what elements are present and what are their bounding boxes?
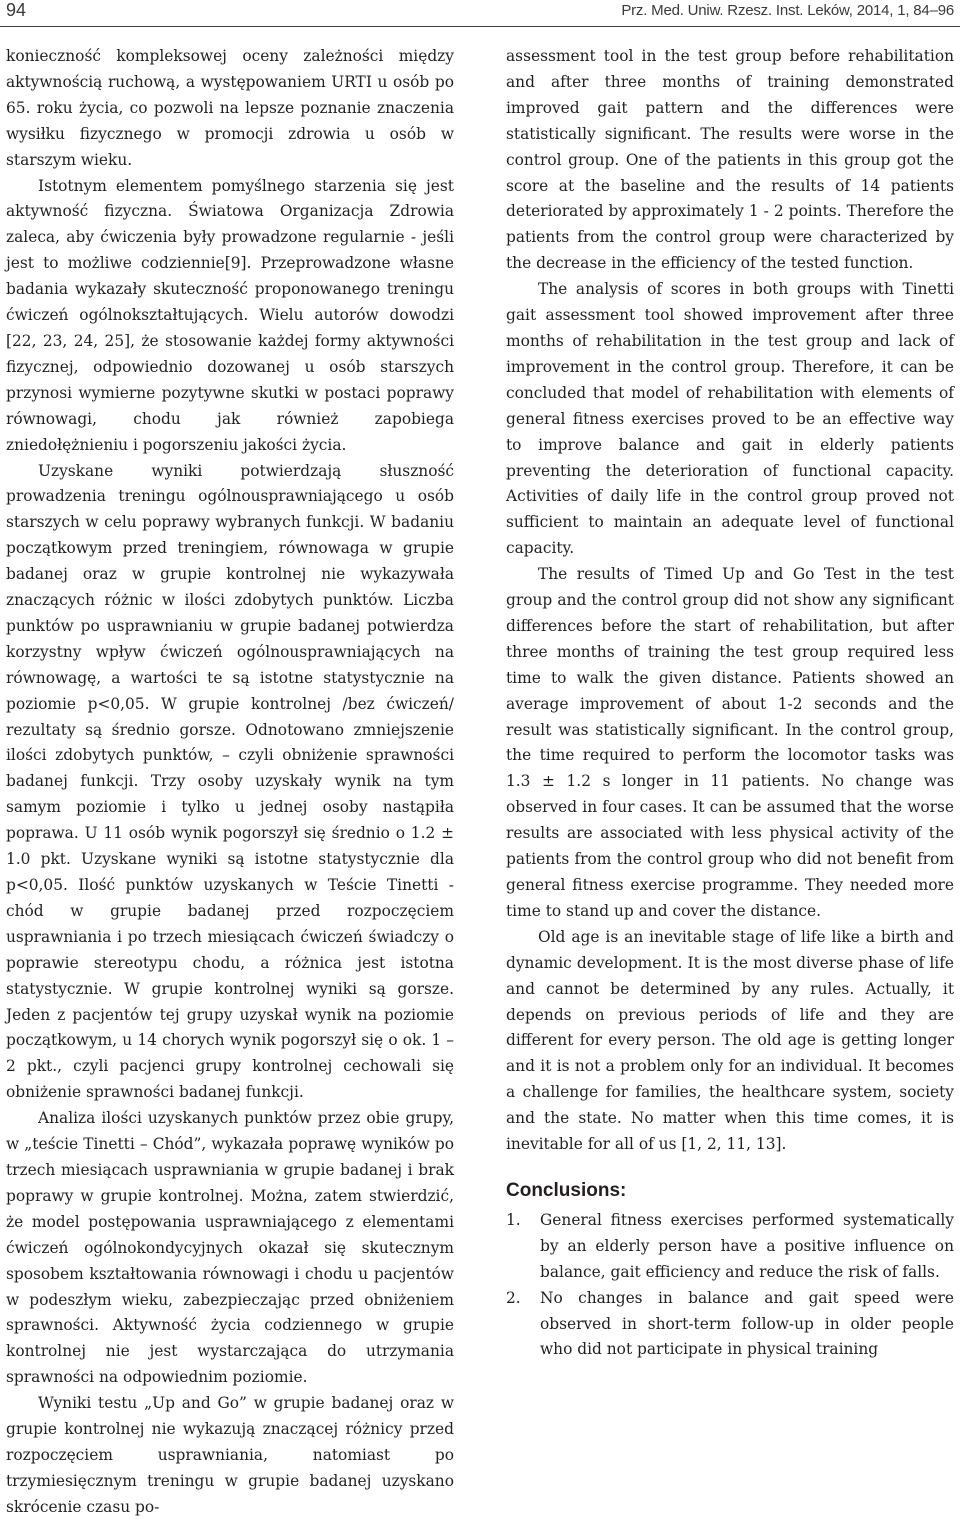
left-column (6, 44, 454, 1521)
conclusion-number: 2. (506, 1288, 521, 1307)
conclusion-text: General fitness exercises performed systematically by an elderly person have a positive influence on balance, gait efficiency and reduce the risk of falls. (540, 1210, 954, 1281)
left-paragraph-5: Wyniki testu „Up and Go” w grupie badanej oraz w grupie kontrolnej nie wykazują znaczącej różnicy przed rozpoczęciem usprawniania, natomiast po trzymiesięcznym treningu w grupie badanej uzyskano skrócenie czasu po- (6, 1394, 454, 1516)
left-paragraph-1: konieczność kompleksowej oceny zależności między aktywnością ruchową, a występowaniem URTI u osób po 65. roku życia, co pozwoli na lepsze poznanie znaczenia wysiłku fizycznego w promocji zdrowia u osób w starszym wieku. (6, 47, 454, 169)
conclusion-text: No changes in balance and gait speed were observed in short-term follow-up in older people who did not participate in physical training (540, 1288, 954, 1359)
conclusion-number: 1. (506, 1210, 521, 1229)
conclusion-item (506, 1286, 954, 1364)
page-header (0, 0, 960, 24)
right-paragraph-1: assessment tool in the test group before rehabilitation and after three months of training demonstrated improved gait pattern and the differences were statistically significant. The results were worse in the control group. One of the patients in this group got the score at the baseline and the results of 14 patients deteriorated by approximately 1 - 2 points. Therefore the patients from the control group were characterized by the decrease in the efficiency of the tested function. (506, 47, 954, 273)
right-column (506, 44, 954, 1363)
left-paragraph-2: Istotnym elementem pomyślnego starzenia się jest aktywność fizyczna. Światowa Organizacja Zdrowia zaleca, aby ćwiczenia były prowadzone regularnie - jeśli jest to możliwe codziennie[9]. Przeprowadzone własne badania wykazały skuteczność proponowanego treningu ćwiczeń ogólnokształtujących. Wielu autorów dowodzi [22, 23, 24, 25], że stosowanie każdej formy aktywności fizycznej, odpowiednio dozowanej u osób starszych przynosi wymierne pozytywne skutki w postaci poprawy równowagi, chodu jak również zapobiega zniedołężnieniu i pogorszeniu jakości życia. (6, 176, 454, 454)
right-paragraph-3: The results of Timed Up and Go Test in the test group and the control group did not show any significant differences before the start of rehabilitation, but after three months of training the test group required less time to walk the given distance. Patients showed an average improvement of about 1-2 seconds and the result was statistically significant. In the control group, the time required to perform the locomotor tasks was 1.3 ± 1.2 s longer in 11 patients. No change was observed in four cases. It can be assumed that the worse results are associated with less physical activity of the patients from the control group who did not benefit from general fitness exercise programme. They needed more time to stand up and cover the distance. (506, 565, 954, 920)
conclusions-list (506, 1208, 954, 1363)
left-paragraph-4: Analiza ilości uzyskanych punktów przez obie grupy, w „teście Tinetti – Chód”, wykazała poprawę wyników po trzech miesiącach usprawniania w grupie badanej i brak poprawy w grupie kontrolnej. Można, zatem stwierdzić, że model postępowania usprawniającego z elementami ćwiczeń ogólnokondycyjnych okazał się skutecznym sposobem kształtowania równowagi i chodu u pacjentów w podeszłym wieku, zabezpieczając przed obniżeniem sprawności. Aktywność życia codziennego w grupie kontrolnej nie jest wystarczająca do utrzymania sprawności na odpowiednim poziomie. (6, 1109, 454, 1387)
left-paragraph-3: Uzyskane wyniki potwierdzają słuszność prowadzenia treningu ogólnousprawniającego u osób starszych w celu poprawy wybranych funkcji. W badaniu początkowym przed treningiem, równowaga w grupie badanej oraz w grupie kontrolnej nie wykazywała znaczących różnic w ilości zdobytych punktów. Liczba punktów po usprawnianiu w grupie badanej potwierdza korzystny wpływ ćwiczeń ogólnousprawniających na równowagę, a wartości te są istotne statystycznie na poziomie p<0,05. W grupie kontrolnej /bez ćwiczeń/ rezultaty są średnio gorsze. Odnotowano zmniejszenie ilości zdobytych punktów, – czyli obniżenie sprawności badanej funkcji. Trzy osoby uzyskały wynik na tym samym poziomie i tylko u jednej osoby nastąpiła poprawa. U 11 osób wynik pogorszył się średnio o 1.2 ± 1.0 pkt. Uzyskane wyniki są istotne statystycznie dla p<0,05. Ilość punktów uzyskanych w Teście Tinetti - chód w grupie badanej przed rozpoczęciem usprawniania i po trzech miesiącach ćwiczeń świadczy o poprawie stereotypu chodu, a różnica jest istotna statystycznie. W grupie kontrolnej wyniki są gorsze. Jeden z pacjentów tej grupy uzyskał wynik na poziomie początkowym, u 14 chorych wynik pogorszył się o ok. 1 – 2 pkt., czyli pacjenci grupy kontrolnej cechowali się obniżenie sprawności badanej funkcji. (6, 461, 454, 1102)
header-rule (0, 26, 960, 27)
journal-citation: Prz. Med. Uniw. Rzesz. Inst. Leków, 2014, 1, 84–96 (621, 2, 954, 19)
conclusion-item (506, 1208, 954, 1286)
page-number: 94 (6, 0, 27, 20)
conclusions-heading: Conclusions: (506, 1179, 627, 1201)
right-paragraph-2: The analysis of scores in both groups with Tinetti gait assessment tool showed improvement after three months of rehabilitation in the test group and lack of improvement in the control group. Therefore, it can be concluded that model of rehabilitation with elements of general fitness exercises proved to be an effective way to improve balance and gait in elderly patients preventing the deterioration of functional capacity. Activities of daily life in the control group proved not sufficient to maintain an adequate level of functional capacity. (506, 280, 954, 558)
right-paragraph-4: Old age is an inevitable stage of life like a birth and dynamic development. It is the most diverse phase of life and cannot be determined by any rules. Actually, it depends on previous periods of life and they are different for every person. The old age is getting longer and it is not a problem only for an individual. It becomes a challenge for families, the healthcare system, society and the state. No matter when this time comes, it is inevitable for all of us [1, 2, 11, 13]. (506, 927, 954, 1154)
